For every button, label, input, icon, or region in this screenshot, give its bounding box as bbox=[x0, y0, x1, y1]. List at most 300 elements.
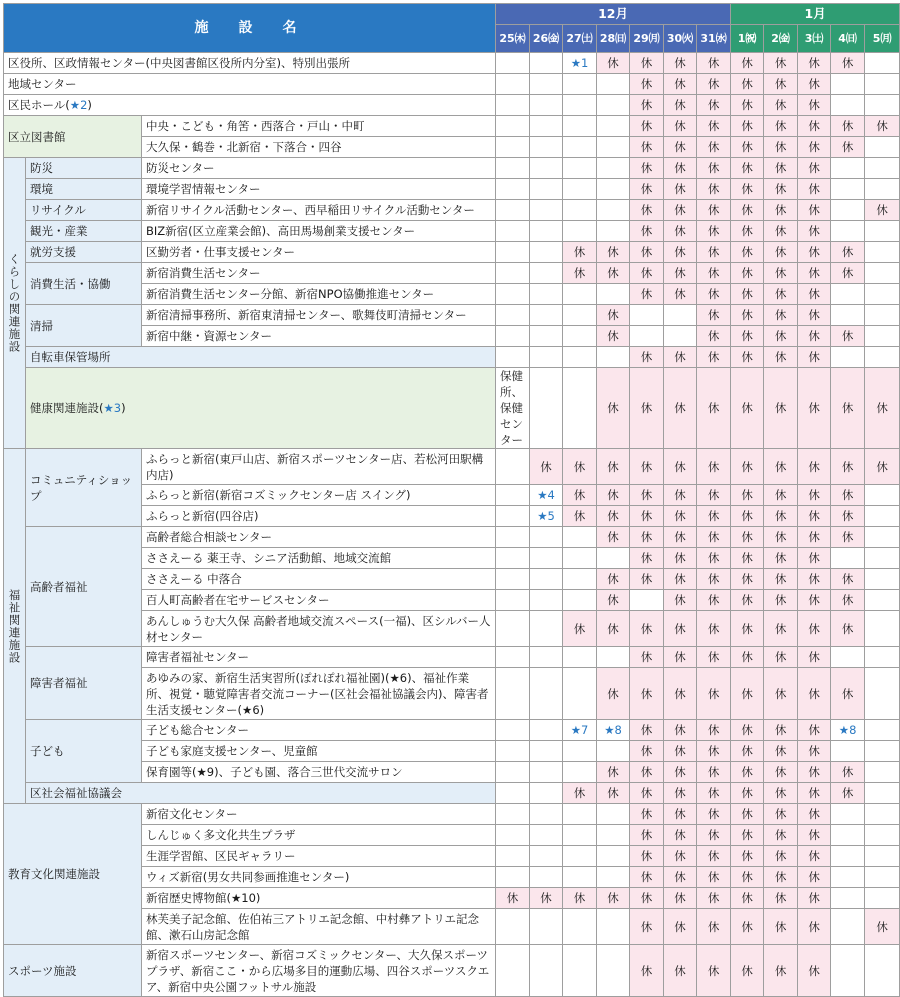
open-day-cell bbox=[597, 909, 630, 945]
closed-day-cell: 休 bbox=[865, 200, 900, 221]
closed-day-cell: 休 bbox=[630, 74, 664, 95]
open-day-cell bbox=[865, 284, 900, 305]
open-day-cell bbox=[865, 326, 900, 347]
closed-day-cell: 休 bbox=[664, 783, 697, 804]
closed-day-cell: 休 bbox=[798, 368, 831, 449]
facility-name: あんしゅうむ大久保 高齢者地域交流スペース(一福)、区シルバー人材センター bbox=[142, 611, 496, 647]
open-day-cell bbox=[597, 647, 630, 668]
closed-day-cell: 休 bbox=[664, 909, 697, 945]
open-day-cell bbox=[831, 221, 865, 242]
closed-day-cell: 休 bbox=[697, 762, 731, 783]
day-header: 30㈫ bbox=[664, 25, 697, 53]
closed-day-cell: 休 bbox=[597, 783, 630, 804]
open-day-cell bbox=[530, 305, 563, 326]
subcategory-label: 防災 bbox=[26, 158, 142, 179]
closed-day-cell: 休 bbox=[731, 368, 764, 449]
closed-day-cell: 休 bbox=[597, 506, 630, 527]
closed-day-cell: 休 bbox=[798, 825, 831, 846]
facility-name: 保健所、保健センター bbox=[496, 368, 530, 449]
subcategory-label: コミュニティショップ bbox=[26, 449, 142, 527]
open-day-cell bbox=[597, 825, 630, 846]
open-day-cell bbox=[597, 95, 630, 116]
open-day-cell bbox=[530, 347, 563, 368]
closed-day-cell: 休 bbox=[630, 668, 664, 720]
schedule-body bbox=[4, 53, 900, 997]
facility-name: 中央・こども・角筈・西落合・戸山・中町 bbox=[142, 116, 496, 137]
facility-name: ささえーる 中落合 bbox=[142, 569, 496, 590]
closed-day-cell: 休 bbox=[731, 347, 764, 368]
open-day-cell bbox=[496, 347, 530, 368]
closed-day-cell: 休 bbox=[764, 825, 798, 846]
closed-day-cell: 休 bbox=[630, 846, 664, 867]
closed-day-cell: 休 bbox=[697, 221, 731, 242]
closed-day-cell: 休 bbox=[563, 263, 597, 284]
open-day-cell bbox=[530, 116, 563, 137]
closed-day-cell: 休 bbox=[764, 179, 798, 200]
closed-day-cell: 休 bbox=[664, 116, 697, 137]
open-day-cell bbox=[530, 53, 563, 74]
open-day-cell bbox=[865, 74, 900, 95]
day-header: 2㈮ bbox=[764, 25, 798, 53]
closed-day-cell: 休 bbox=[764, 506, 798, 527]
closed-day-cell: 休 bbox=[798, 263, 831, 284]
closed-day-cell: 休 bbox=[831, 783, 865, 804]
closed-day-cell: 休 bbox=[731, 116, 764, 137]
open-day-cell bbox=[496, 242, 530, 263]
closed-day-cell: 休 bbox=[664, 53, 697, 74]
open-day-cell bbox=[865, 762, 900, 783]
closed-day-cell: 休 bbox=[764, 284, 798, 305]
facility-name: 地域センター bbox=[4, 74, 496, 95]
open-day-cell bbox=[530, 569, 563, 590]
closed-day-cell: 休 bbox=[697, 569, 731, 590]
closed-day-cell: 休 bbox=[597, 668, 630, 720]
closed-day-cell: 休 bbox=[664, 527, 697, 548]
closed-day-cell: 休 bbox=[664, 548, 697, 569]
open-day-cell bbox=[831, 548, 865, 569]
closed-day-cell: 休 bbox=[664, 200, 697, 221]
closed-day-cell: 休 bbox=[798, 53, 831, 74]
open-day-cell bbox=[496, 720, 530, 741]
closed-day-cell: 休 bbox=[731, 242, 764, 263]
open-day-cell bbox=[865, 611, 900, 647]
closed-day-cell: 休 bbox=[563, 506, 597, 527]
facility-name: 生涯学習館、区民ギャラリー bbox=[142, 846, 496, 867]
open-day-cell bbox=[865, 846, 900, 867]
closed-day-cell: 休 bbox=[597, 326, 630, 347]
closed-day-cell: 休 bbox=[630, 867, 664, 888]
closed-day-cell: 休 bbox=[630, 221, 664, 242]
closed-day-cell: 休 bbox=[731, 720, 764, 741]
category-label-vertical: くらしの関連施設 bbox=[4, 158, 26, 449]
closed-day-cell: 休 bbox=[831, 611, 865, 647]
facility-name: 新宿消費生活センター分館、新宿NPO協働推進センター bbox=[142, 284, 496, 305]
open-day-cell bbox=[563, 527, 597, 548]
closed-day-cell: 休 bbox=[697, 158, 731, 179]
closed-day-cell: 休 bbox=[697, 783, 731, 804]
open-day-cell bbox=[563, 867, 597, 888]
open-day-cell bbox=[496, 867, 530, 888]
closed-day-cell: 休 bbox=[731, 179, 764, 200]
closed-day-cell: 休 bbox=[731, 741, 764, 762]
closed-day-cell: 休 bbox=[831, 506, 865, 527]
closed-day-cell: 休 bbox=[664, 95, 697, 116]
facility-name: 障害者福祉センター bbox=[142, 647, 496, 668]
day-header: 27㈯ bbox=[563, 25, 597, 53]
closed-day-cell: 休 bbox=[697, 825, 731, 846]
closed-day-cell: 休 bbox=[664, 221, 697, 242]
open-day-cell bbox=[831, 825, 865, 846]
closed-day-cell: 休 bbox=[664, 284, 697, 305]
facility-row bbox=[4, 720, 900, 741]
closed-day-cell: 休 bbox=[764, 74, 798, 95]
open-day-cell bbox=[496, 846, 530, 867]
closed-day-cell: 休 bbox=[597, 449, 630, 485]
closed-day-cell: 休 bbox=[831, 368, 865, 449]
closed-day-cell: 休 bbox=[798, 668, 831, 720]
closed-day-cell: 休 bbox=[697, 945, 731, 997]
closed-day-cell: 休 bbox=[831, 449, 865, 485]
open-day-cell bbox=[563, 74, 597, 95]
closed-day-cell: 休 bbox=[764, 95, 798, 116]
open-day-cell bbox=[563, 846, 597, 867]
open-day-cell bbox=[865, 867, 900, 888]
closed-day-cell: 休 bbox=[664, 137, 697, 158]
open-day-cell bbox=[530, 804, 563, 825]
open-day-cell bbox=[496, 804, 530, 825]
facility-row bbox=[4, 74, 900, 95]
open-day-cell bbox=[865, 548, 900, 569]
open-day-cell bbox=[630, 326, 664, 347]
closed-day-cell: 休 bbox=[697, 74, 731, 95]
facility-name: 大久保・鶴巻・北新宿・下落合・四谷 bbox=[142, 137, 496, 158]
closed-day-cell: 休 bbox=[798, 74, 831, 95]
open-day-cell bbox=[496, 647, 530, 668]
open-day-cell bbox=[563, 95, 597, 116]
facility-name: 自転車保管場所 bbox=[26, 347, 496, 368]
closed-day-cell: 休 bbox=[764, 158, 798, 179]
closed-day-cell: 休 bbox=[630, 762, 664, 783]
open-day-cell bbox=[563, 909, 597, 945]
closed-day-cell: 休 bbox=[630, 53, 664, 74]
open-day-cell bbox=[530, 909, 563, 945]
category-label: 健康関連施設(★3) bbox=[26, 368, 496, 449]
closed-day-cell: 休 bbox=[764, 53, 798, 74]
closed-day-cell: 休 bbox=[731, 137, 764, 158]
open-day-cell bbox=[563, 326, 597, 347]
closed-day-cell: 休 bbox=[697, 668, 731, 720]
facility-row bbox=[4, 449, 900, 485]
closed-day-cell: 休 bbox=[630, 506, 664, 527]
closed-day-cell: 休 bbox=[798, 95, 831, 116]
open-day-cell bbox=[496, 741, 530, 762]
open-day-cell bbox=[831, 158, 865, 179]
closed-day-cell: 休 bbox=[731, 449, 764, 485]
closed-day-cell: 休 bbox=[563, 449, 597, 485]
open-day-cell bbox=[530, 179, 563, 200]
closed-day-cell: 休 bbox=[764, 326, 798, 347]
closed-day-cell: 休 bbox=[664, 263, 697, 284]
closed-day-cell: 休 bbox=[798, 783, 831, 804]
closed-day-cell: 休 bbox=[731, 326, 764, 347]
closed-day-cell: 休 bbox=[731, 95, 764, 116]
open-day-cell bbox=[597, 284, 630, 305]
open-day-cell bbox=[597, 741, 630, 762]
closed-day-cell: 休 bbox=[563, 242, 597, 263]
open-day-cell bbox=[530, 867, 563, 888]
closed-day-cell: 休 bbox=[731, 888, 764, 909]
facility-name: ささえーる 薬王寺、シニア活動館、地域交流館 bbox=[142, 548, 496, 569]
open-day-cell bbox=[831, 95, 865, 116]
facility-row bbox=[4, 200, 900, 221]
footnote-star: ★2 bbox=[69, 98, 88, 112]
day-header: 25㈭ bbox=[496, 25, 530, 53]
open-day-cell bbox=[563, 305, 597, 326]
closed-day-cell: 休 bbox=[731, 804, 764, 825]
closed-day-cell: 休 bbox=[731, 263, 764, 284]
closed-day-cell: 休 bbox=[697, 611, 731, 647]
facility-name: 林芙美子記念館、佐伯祐三アトリエ記念館、中村彝アトリエ記念館、漱石山房記念館 bbox=[142, 909, 496, 945]
closed-day-cell: 休 bbox=[697, 347, 731, 368]
open-day-cell bbox=[563, 569, 597, 590]
closed-day-cell: 休 bbox=[831, 242, 865, 263]
open-day-cell bbox=[530, 527, 563, 548]
open-day-cell bbox=[496, 548, 530, 569]
facility-row bbox=[4, 368, 900, 449]
facility-name: あゆみの家、新宿生活実習所(ぽれぽれ福祉園)(★6)、福祉作業所、視覚・聴覚障害者交流コーナー(区社会福祉協議会内)、障害者生活支援センター(★6) bbox=[142, 668, 496, 720]
open-day-cell bbox=[563, 347, 597, 368]
closed-day-cell: 休 bbox=[764, 846, 798, 867]
closed-day-cell: 休 bbox=[764, 909, 798, 945]
open-day-cell bbox=[530, 741, 563, 762]
closed-day-cell: 休 bbox=[630, 242, 664, 263]
closed-day-cell: 休 bbox=[664, 485, 697, 506]
footnote-cell: ★8 bbox=[597, 720, 630, 741]
closed-day-cell: 休 bbox=[664, 590, 697, 611]
closed-day-cell: 休 bbox=[764, 221, 798, 242]
open-day-cell bbox=[496, 611, 530, 647]
closed-day-cell: 休 bbox=[630, 825, 664, 846]
open-day-cell bbox=[664, 305, 697, 326]
closed-day-cell: 休 bbox=[764, 783, 798, 804]
closed-day-cell: 休 bbox=[798, 888, 831, 909]
closed-day-cell: 休 bbox=[731, 305, 764, 326]
open-day-cell bbox=[865, 569, 900, 590]
closed-day-cell: 休 bbox=[664, 158, 697, 179]
category-label: スポーツ施設 bbox=[4, 945, 142, 997]
closed-day-cell: 休 bbox=[798, 506, 831, 527]
subcategory-label: 高齢者福祉 bbox=[26, 527, 142, 647]
open-day-cell bbox=[530, 647, 563, 668]
closed-day-cell: 休 bbox=[597, 485, 630, 506]
closed-day-cell: 休 bbox=[798, 449, 831, 485]
closed-day-cell: 休 bbox=[630, 888, 664, 909]
closed-day-cell: 休 bbox=[798, 909, 831, 945]
closed-day-cell: 休 bbox=[630, 449, 664, 485]
closed-day-cell: 休 bbox=[664, 242, 697, 263]
closed-day-cell: 休 bbox=[865, 368, 900, 449]
open-day-cell bbox=[831, 74, 865, 95]
closed-day-cell: 休 bbox=[630, 647, 664, 668]
day-header: 29㈪ bbox=[630, 25, 664, 53]
open-day-cell bbox=[496, 158, 530, 179]
open-day-cell bbox=[496, 326, 530, 347]
closed-day-cell: 休 bbox=[831, 263, 865, 284]
open-day-cell bbox=[597, 137, 630, 158]
closed-day-cell: 休 bbox=[697, 548, 731, 569]
closed-day-cell: 休 bbox=[831, 527, 865, 548]
open-day-cell bbox=[530, 284, 563, 305]
open-day-cell bbox=[865, 647, 900, 668]
open-day-cell bbox=[563, 762, 597, 783]
closed-day-cell: 休 bbox=[496, 888, 530, 909]
closed-day-cell: 休 bbox=[798, 611, 831, 647]
subcategory-label: 消費生活・協働 bbox=[26, 263, 142, 305]
facility-row bbox=[4, 53, 900, 74]
closed-day-cell: 休 bbox=[597, 305, 630, 326]
open-day-cell bbox=[563, 647, 597, 668]
closed-day-cell: 休 bbox=[731, 846, 764, 867]
open-day-cell bbox=[831, 284, 865, 305]
closed-day-cell: 休 bbox=[664, 825, 697, 846]
closed-day-cell: 休 bbox=[865, 909, 900, 945]
day-header: 3㈯ bbox=[798, 25, 831, 53]
closed-day-cell: 休 bbox=[731, 74, 764, 95]
closed-day-cell: 休 bbox=[597, 762, 630, 783]
closed-day-cell: 休 bbox=[764, 888, 798, 909]
closed-day-cell: 休 bbox=[764, 116, 798, 137]
open-day-cell bbox=[563, 116, 597, 137]
open-day-cell bbox=[530, 548, 563, 569]
open-day-cell bbox=[831, 741, 865, 762]
open-day-cell bbox=[865, 305, 900, 326]
closed-day-cell: 休 bbox=[664, 668, 697, 720]
closed-day-cell: 休 bbox=[731, 158, 764, 179]
open-day-cell bbox=[831, 305, 865, 326]
open-day-cell bbox=[530, 158, 563, 179]
open-day-cell bbox=[597, 804, 630, 825]
closed-day-cell: 休 bbox=[597, 569, 630, 590]
facility-row bbox=[4, 95, 900, 116]
closed-day-cell: 休 bbox=[764, 200, 798, 221]
open-day-cell bbox=[831, 846, 865, 867]
closed-day-cell: 休 bbox=[798, 846, 831, 867]
closed-day-cell: 休 bbox=[798, 326, 831, 347]
closed-day-cell: 休 bbox=[764, 263, 798, 284]
open-day-cell bbox=[831, 347, 865, 368]
open-day-cell bbox=[563, 548, 597, 569]
open-day-cell bbox=[563, 668, 597, 720]
open-day-cell bbox=[831, 867, 865, 888]
closed-day-cell: 休 bbox=[798, 305, 831, 326]
closed-day-cell: 休 bbox=[798, 945, 831, 997]
closed-day-cell: 休 bbox=[697, 449, 731, 485]
facility-row bbox=[4, 804, 900, 825]
closed-day-cell: 休 bbox=[798, 179, 831, 200]
open-day-cell bbox=[831, 200, 865, 221]
closed-day-cell: 休 bbox=[798, 137, 831, 158]
open-day-cell bbox=[496, 179, 530, 200]
open-day-cell bbox=[496, 506, 530, 527]
closed-day-cell: 休 bbox=[697, 326, 731, 347]
open-day-cell bbox=[496, 116, 530, 137]
closed-day-cell: 休 bbox=[697, 284, 731, 305]
closed-day-cell: 休 bbox=[731, 284, 764, 305]
closed-day-cell: 休 bbox=[630, 263, 664, 284]
facility-row bbox=[4, 647, 900, 668]
open-day-cell bbox=[563, 590, 597, 611]
closed-day-cell: 休 bbox=[764, 611, 798, 647]
closed-day-cell: 休 bbox=[664, 762, 697, 783]
closed-day-cell: 休 bbox=[798, 720, 831, 741]
closed-day-cell: 休 bbox=[831, 569, 865, 590]
open-day-cell bbox=[496, 668, 530, 720]
closed-day-cell: 休 bbox=[597, 611, 630, 647]
closed-day-cell: 休 bbox=[731, 527, 764, 548]
closed-day-cell: 休 bbox=[798, 158, 831, 179]
closed-day-cell: 休 bbox=[798, 485, 831, 506]
closed-day-cell: 休 bbox=[563, 783, 597, 804]
closed-day-cell: 休 bbox=[697, 305, 731, 326]
facility-name: しんじゅく多文化共生プラザ bbox=[142, 825, 496, 846]
closed-day-cell: 休 bbox=[697, 590, 731, 611]
open-day-cell bbox=[530, 590, 563, 611]
facility-name: 子ども総合センター bbox=[142, 720, 496, 741]
closed-day-cell: 休 bbox=[697, 368, 731, 449]
open-day-cell bbox=[563, 741, 597, 762]
open-day-cell bbox=[630, 590, 664, 611]
closed-day-cell: 休 bbox=[731, 909, 764, 945]
closed-day-cell: 休 bbox=[798, 762, 831, 783]
day-header: 5㈪ bbox=[865, 25, 900, 53]
closed-day-cell: 休 bbox=[597, 590, 630, 611]
closed-day-cell: 休 bbox=[798, 242, 831, 263]
closed-day-cell: 休 bbox=[630, 116, 664, 137]
closed-day-cell: 休 bbox=[798, 116, 831, 137]
category-label: 教育文化関連施設 bbox=[4, 804, 142, 945]
facility-row bbox=[4, 221, 900, 242]
closed-day-cell: 休 bbox=[798, 804, 831, 825]
closed-day-cell: 休 bbox=[731, 221, 764, 242]
open-day-cell bbox=[563, 284, 597, 305]
closed-day-cell: 休 bbox=[597, 242, 630, 263]
open-day-cell bbox=[597, 846, 630, 867]
closed-day-cell: 休 bbox=[697, 242, 731, 263]
open-day-cell bbox=[496, 263, 530, 284]
closed-day-cell: 休 bbox=[731, 945, 764, 997]
closed-day-cell: 休 bbox=[664, 74, 697, 95]
open-day-cell bbox=[597, 116, 630, 137]
subcategory-label: 子ども bbox=[26, 720, 142, 783]
closed-day-cell: 休 bbox=[630, 158, 664, 179]
open-day-cell bbox=[496, 590, 530, 611]
closed-day-cell: 休 bbox=[831, 137, 865, 158]
subcategory-label: 環境 bbox=[26, 179, 142, 200]
open-day-cell bbox=[865, 741, 900, 762]
closed-day-cell: 休 bbox=[630, 548, 664, 569]
day-header: 28㈰ bbox=[597, 25, 630, 53]
closed-day-cell: 休 bbox=[731, 548, 764, 569]
footnote-star: ★3 bbox=[103, 401, 122, 415]
open-day-cell bbox=[496, 200, 530, 221]
footnote-cell: ★4 bbox=[530, 485, 563, 506]
closed-day-cell: 休 bbox=[697, 116, 731, 137]
open-day-cell bbox=[496, 485, 530, 506]
closed-day-cell: 休 bbox=[697, 647, 731, 668]
closed-day-cell: 休 bbox=[798, 347, 831, 368]
facility-name: 新宿スポーツセンター、新宿コズミックセンター、大久保スポーツプラザ、新宿ここ・から広場多目的運動広場、四谷スポーツスクエア、新宿中央公園フットサル施設 bbox=[142, 945, 496, 997]
open-day-cell bbox=[831, 804, 865, 825]
